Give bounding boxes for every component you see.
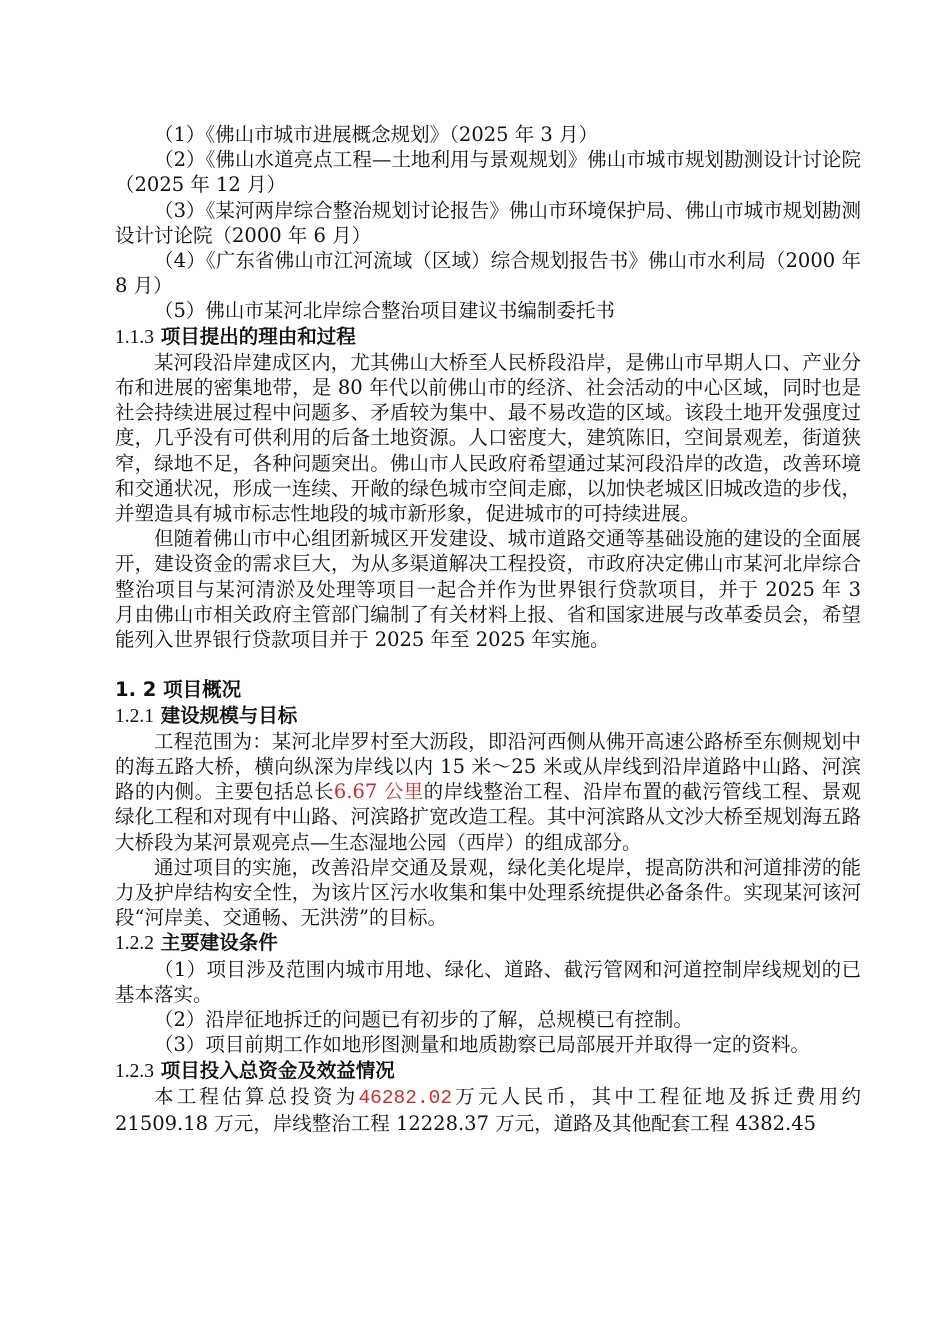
reference-5: （5）佛山市某河北岸综合整治项目建议书编制委托书 [154,299,615,323]
blank-line [115,652,861,677]
section-heading-1-2-3 [115,1058,861,1084]
condition-item-3: （3）项目前期工作如地形图测量和地质勘察已局部展开并取得一定的资料。 [154,1033,810,1057]
text-run: 的岸线整治工程、沿岸布置的截污管线工程、景观绿化工程和对现有中山路、河滨路扩宽改造工程。其中河滨路从文沙大桥至规划海五路大桥段为某河景观亮点—生态湿地公园（西岸）的组成部分。 [115,780,861,854]
paragraph: 某河段沿岸建成区内，尤其佛山大桥至人民桥段沿岸，是佛山市早期人口、产业分布和进展的密集地带，是 80 年代以前佛山市的经济、社会活动的中心区域，同时也是社会持续进展过程中问题多、矛盾较为集中、最不易改造的区域。该段土地开发强度过度，几乎没有可供利用的后备土地资源。人口密度大，建筑陈旧，空间景观差，街道狭窄，绿地不足，各种问题突出。佛山市人民政府希望通过某河段沿岸的改造，改善环境和交通状况，形成一连续、开敞的绿色城市空间走廊，以加快老城区旧城改造的步伐，并塑造具有城市标志性地段的城市新形象，促进城市的可持续进展。 [115,350,861,526]
condition-item-1: （1）项目涉及范围内城市用地、绿化、道路、截污管网和河道控制岸线规划的已基本落实。 [115,957,861,1006]
paragraph: 通过项目的实施，改善沿岸交通及景观，绿化美化堤岸，提高防洪和河道排涝的能力及护岸结构安全性，为该片区污水收集和集中处理系统提供必备条件。实现某河该河段“河岸美、交通畅、无洪涝”的目标。 [115,855,861,930]
section-title: 项目概况 [163,678,242,702]
paragraph [115,1084,861,1136]
text-run: 工程范围为：某河北岸罗村至大沥段，即沿河西侧从佛开高速公路桥至东侧规划中的海五路大桥，横向纵深为岸线以内 15 米～25 米或从岸线到沿岸道路中山路、河滨路的内侧。主要包括总长 [115,729,861,804]
section-heading-1-2 [115,677,861,702]
section-heading-1-2-2 [115,930,861,956]
highlighted-investment: 46282.02 [358,1086,453,1109]
section-number: 1.2.3 [115,1060,154,1082]
section-number: 1.1.3 [115,326,154,348]
reference-3: （3）《某河两岸综合整治规划讨论报告》佛山市环境保护局、佛山市城市规划勘测设计讨论院（2000 年 6 月） [115,198,861,247]
reference-2: （2）《佛山水道亮点工程—土地利用与景观规划》佛山市城市规划勘测设计讨论院（2025 年 12 月） [115,148,861,197]
document-page [115,122,861,1136]
section-number: 1.2.2 [115,933,154,955]
paragraph: 但随着佛山市中心组团新城区开发建设、城市道路交通等基础设施的建设的全面展开，建设资金的需求巨大，为从多渠道解决工程投资，市政府决定佛山市某河北岸综合整治项目与某河清淤及处理等项目一起合并作为世界银行贷款项目，并于 2025 年 3 月由佛山市相关政府主管部门编制了有关材料上报、省和国家进展与改革委员会，希望能列入世界银行贷款项目并于 2025 年至 2025 年实施。 [115,527,861,652]
section-title: 建设规模与目标 [160,703,298,727]
section-title: 项目提出的理由和过程 [160,324,356,348]
reference-1: （1）《佛山市城市进展概念规划》（2025 年 3 月） [154,123,599,146]
section-heading-1-1-3 [115,324,861,350]
highlighted-length: 6.67 公里 [333,780,424,804]
reference-4: （4）《广东省佛山市江河流域（区域）综合规划报告书》佛山市水利局（2000 年 8 月） [115,249,861,298]
condition-item-2: （2）沿岸征地拆迁的问题已有初步的了解，总规模已有控制。 [154,1008,693,1032]
paragraph [115,729,861,855]
text-run: 本工程估算总投资为 [154,1084,359,1108]
text-run: 万元人民币，其中工程征地及拆迁费用约 21509.18 万元，岸线整治工程 12228.37 万元，道路及其他配套工程 4382.45 [115,1084,861,1135]
section-number: 1. 2 [115,678,157,702]
section-title: 项目投入总资金及效益情况 [160,1058,395,1082]
section-heading-1-2-1 [115,703,861,729]
section-number: 1.2.1 [115,705,154,727]
section-title: 主要建设条件 [160,931,278,955]
